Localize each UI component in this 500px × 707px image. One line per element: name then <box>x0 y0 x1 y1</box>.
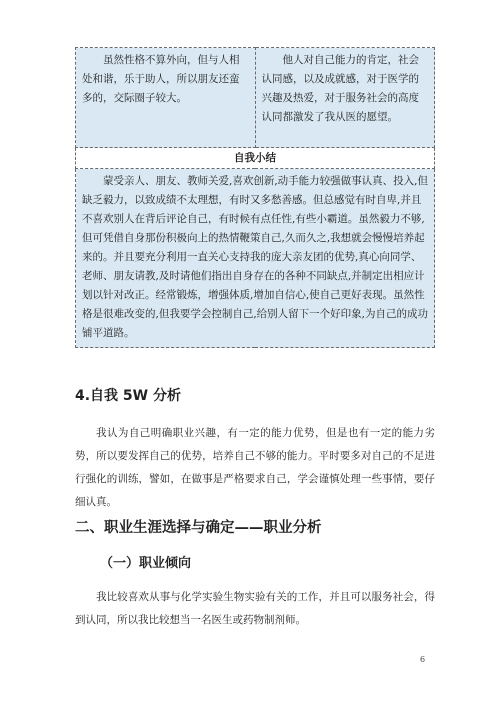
personality-cell <box>76 48 256 148</box>
personality-text: 虽然性格不算外向，但与人相处和谐，乐于助人，所以朋友还蛮多的，交际圈子较大。 <box>82 54 240 104</box>
career-tendency-heading: （一）职业倾向 <box>100 556 192 571</box>
self-analysis-table <box>75 47 435 348</box>
page-number: 6 <box>420 655 426 664</box>
section-5w-heading: 4.自我 5W 分析 <box>75 388 181 404</box>
section-5w-paragraph: 我认为自己明确职业兴趣，有一定的能力优势，但是也有一定的能力劣势，所以要发挥自己的优势，培养自己不够的能力。平时要多对自己的不足进行强化的训练，譬如，在做事是严格要求自己，学会谨慎处理一些事情，要仔细认真。 <box>75 427 435 508</box>
motivation-cell <box>255 48 435 148</box>
career-choice-heading: 二、职业生涯选择与确定——职业分析 <box>75 520 322 536</box>
career-tendency-paragraph: 我比较喜欢从事与化学实验生物实验有关的工作，并且可以服务社会，得到认同，所以我比较想当一名医生或药物制剂师。 <box>75 591 435 626</box>
summary-text: 蒙受亲人、朋友、教师关爱,喜欢创新,动手能力较强做事认真、投入,但缺乏毅力，以致成绩不太理想，有时又多愁善感。但总感觉有时自卑,并且不喜欢别人在背后评论自己，有时候有点任性,有些小霸道。虽然毅力不够,但可凭借自身那份积极向上的热情鞭策自己,久而久之,我想就会慢慢培养起来的。并且要充分利用一直关心支持我的庞大亲友团的优势,真心向同学、老师、朋友请教,及时请他们指出自身存在的各种不同缺点,并制定出相应计划以针对改正。经常锻炼，增强体质,增加自信心,使自己更好表现。虽然性格是很难改变的,但我要学会控制自己,给别人留下一个好印象,为自己的成功铺平道路。 <box>82 175 429 339</box>
summary-cell <box>76 169 435 348</box>
summary-header: 自我小结 <box>76 148 435 169</box>
motivation-text: 他人对自己能力的肯定，社会认同感，以及成就感，对于医学的兴趣及热爱，对于服务社会的高度认同都激发了我从医的愿望。 <box>261 54 419 123</box>
